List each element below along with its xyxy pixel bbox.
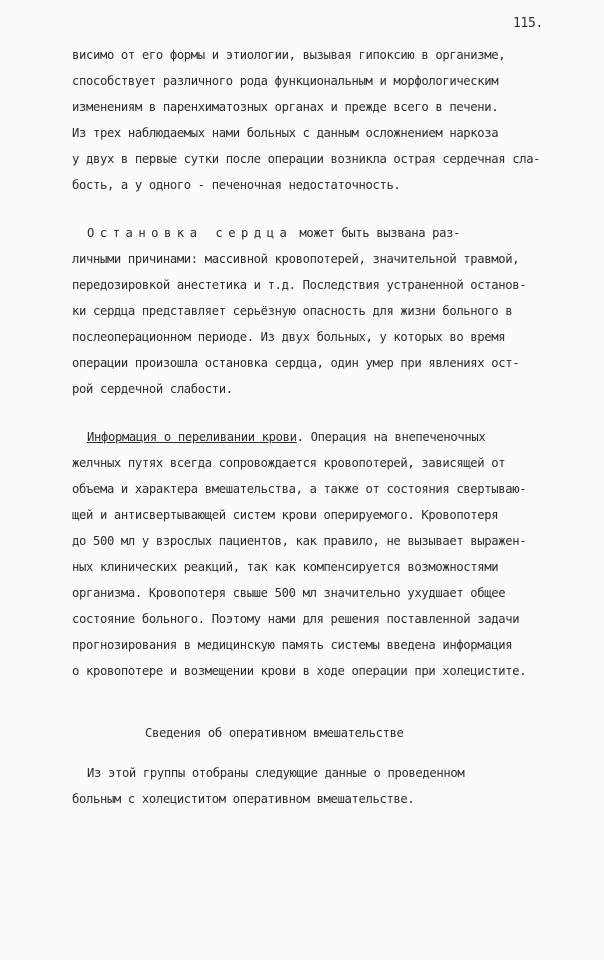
text-line: о кровопотере и возмещении крови в ходе операции при холецистите. [72,664,527,678]
text-line [72,220,592,246]
spaced-term: Остановка сердца [87,226,293,240]
paragraph-3 [72,424,592,684]
text-line: больным с холециститом оперативном вмешательстве. [72,792,415,806]
text-line: состояние больного. Поэтому нами для решения поставленной задачи [72,612,520,626]
text-line: рой сердечной слабости. [72,382,233,396]
text-line: ных клинических реакций, так как компенсируется возможностями [72,560,499,574]
text-line: висимо от его формы и этиологии, вызывая гипоксию в организме, [72,48,506,62]
text-line [72,424,592,450]
paragraph-1 [72,42,592,198]
text-line: до 500 мл у взрослых пациентов, как правило, не вызывает выражен- [72,534,527,548]
text-line: объема и характера вмешательства, а также от состояния свертываю- [72,482,527,496]
text-line: желчных путях всегда сопровождается кровопотерей, зависящей от [72,456,506,470]
text-fragment: . Операция на внепеченочных [296,430,486,444]
text-line: щей и антисвертывающей систем крови оперируемого. Кровопотеря [72,508,499,522]
text-line: изменениям в паренхиматозных органах и прежде всего в печени. [72,100,499,114]
text-line: Из этой группы отобраны следующие данные о проведенном [87,766,465,780]
text-line: прогнозирования в медицинскую память системы введена информация [72,638,513,652]
text-line: послеоперационном периоде. Из двух больных, у которых во время [72,330,506,344]
text-line: операции произошла остановка сердца, один умер при явлениях ост- [72,356,520,370]
underlined-term: Информация о переливании крови [87,430,297,444]
paragraph-4 [72,760,592,812]
text-line: способствует различного рода функциональным и морфологическим [72,74,499,88]
paragraph-2 [72,220,592,402]
text-fragment: может быть вызвана раз- [299,226,461,240]
section-heading: Сведения об оперативном вмешательстве [145,726,404,740]
text-line: у двух в первые сутки после операции возникла острая сердечная сла- [72,152,541,166]
text-line: личными причинами: массивной кровопотерей, значительной травмой, [72,252,520,266]
text-line: Из трех наблюдаемых нами больных с данным осложнением наркоза [72,126,499,140]
text-line: организма. Кровопотеря свыше 500 мл значительно ухудшает общее [72,586,506,600]
text-line: ки сердца представляет серьёзную опасность для жизни больного в [72,304,513,318]
page-number: 115. [513,16,543,31]
text-line: передозировкой анестетика и т.д. Последствия устраненной останов- [72,278,527,292]
text-line: бость, а у одного - печеночная недостаточность. [72,178,401,192]
